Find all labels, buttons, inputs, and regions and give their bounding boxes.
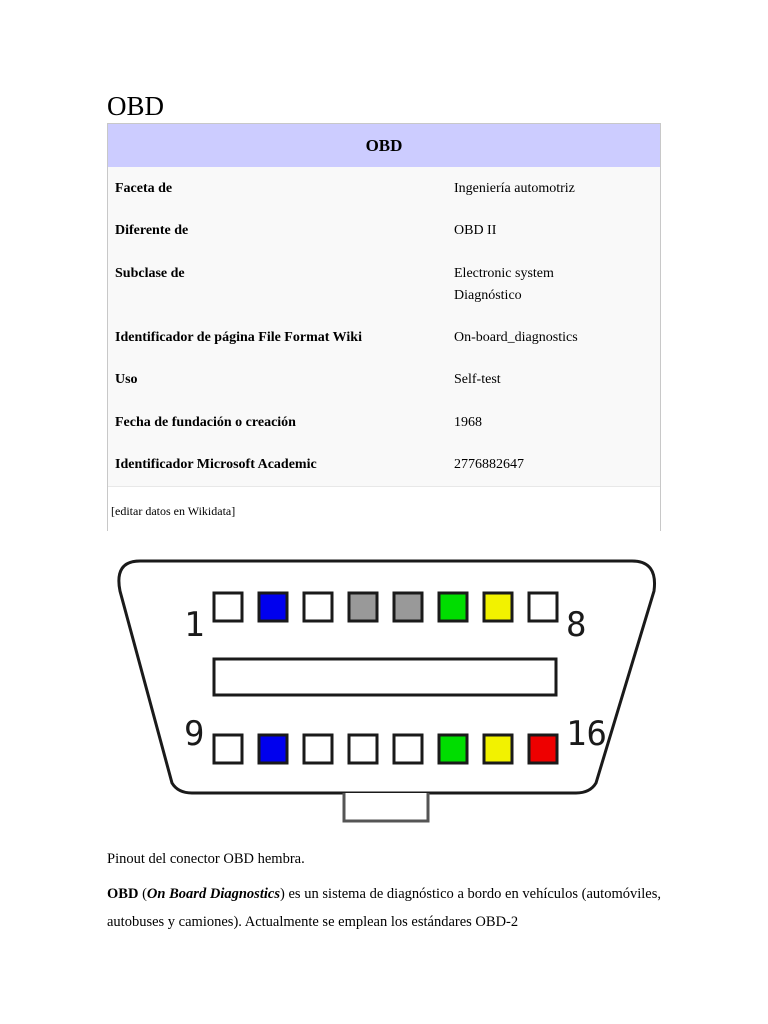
open-paren: ( <box>138 886 147 902</box>
pin-14 <box>439 735 467 763</box>
close-paren: ) <box>279 886 285 902</box>
infobox-value-link[interactable]: OBD II <box>454 223 497 238</box>
infobox-header: OBD <box>108 124 660 167</box>
pin-2 <box>259 593 287 621</box>
pin-4 <box>349 593 377 621</box>
pin-12 <box>349 735 377 763</box>
pin-9 <box>214 735 242 763</box>
infobox-value: 1968 <box>454 415 482 430</box>
image-caption: Pinout del conector OBD hembra. <box>107 851 305 867</box>
infobox-value-link[interactable]: Electronic system <box>454 266 554 281</box>
infobox-label: Subclase de <box>115 266 185 281</box>
pin-3 <box>304 593 332 621</box>
pin-8 <box>529 593 557 621</box>
infobox-value-link[interactable]: On-board_diagnostics <box>454 330 578 345</box>
pin-15 <box>484 735 512 763</box>
edit-wikidata-link[interactable]: [editar datos en Wikidata] <box>111 504 236 518</box>
pin-16 <box>529 735 557 763</box>
infobox-value-link[interactable]: 2776882647 <box>454 457 524 472</box>
pin-5 <box>394 593 422 621</box>
infobox-footer <box>108 486 660 531</box>
page-title: OBD <box>107 91 165 121</box>
connector-slot <box>214 659 556 695</box>
pin-11 <box>304 735 332 763</box>
pin-label-1: 1 <box>184 605 205 645</box>
infobox-value-link[interactable]: Diagnóstico <box>454 288 522 303</box>
connector-tab <box>344 793 428 821</box>
bold-term: OBD <box>107 886 139 902</box>
obd-connector-diagram <box>110 553 662 825</box>
infobox-value-link[interactable]: Self-test <box>454 372 501 387</box>
pin-label-16: 16 <box>566 714 607 754</box>
pin-label-8: 8 <box>566 605 587 645</box>
pin-6 <box>439 593 467 621</box>
infobox-label: Uso <box>115 372 138 387</box>
infobox-label: Diferente de <box>115 223 189 238</box>
intro-paragraph <box>107 880 661 936</box>
infobox <box>107 123 661 531</box>
infobox-label: Identificador de página File Format Wiki <box>115 330 362 345</box>
paragraph-rest: es un sistema de diagnóstico a bordo en vehículos (automóviles, autobuses y camiones). Actualmente se emplean los estándares OBD-2 <box>107 886 661 930</box>
pin-13 <box>394 735 422 763</box>
pin-1 <box>214 593 242 621</box>
pin-7 <box>484 593 512 621</box>
infobox-value-link[interactable]: Ingeniería automotriz <box>454 181 575 196</box>
italic-term: On Board Diagnostics <box>146 886 280 902</box>
infobox-label: Identificador Microsoft Academic <box>115 457 317 472</box>
infobox-label: Fecha de fundación o creación <box>115 415 296 430</box>
infobox-label: Faceta de <box>115 181 173 196</box>
pin-10 <box>259 735 287 763</box>
pin-label-9: 9 <box>184 714 205 754</box>
